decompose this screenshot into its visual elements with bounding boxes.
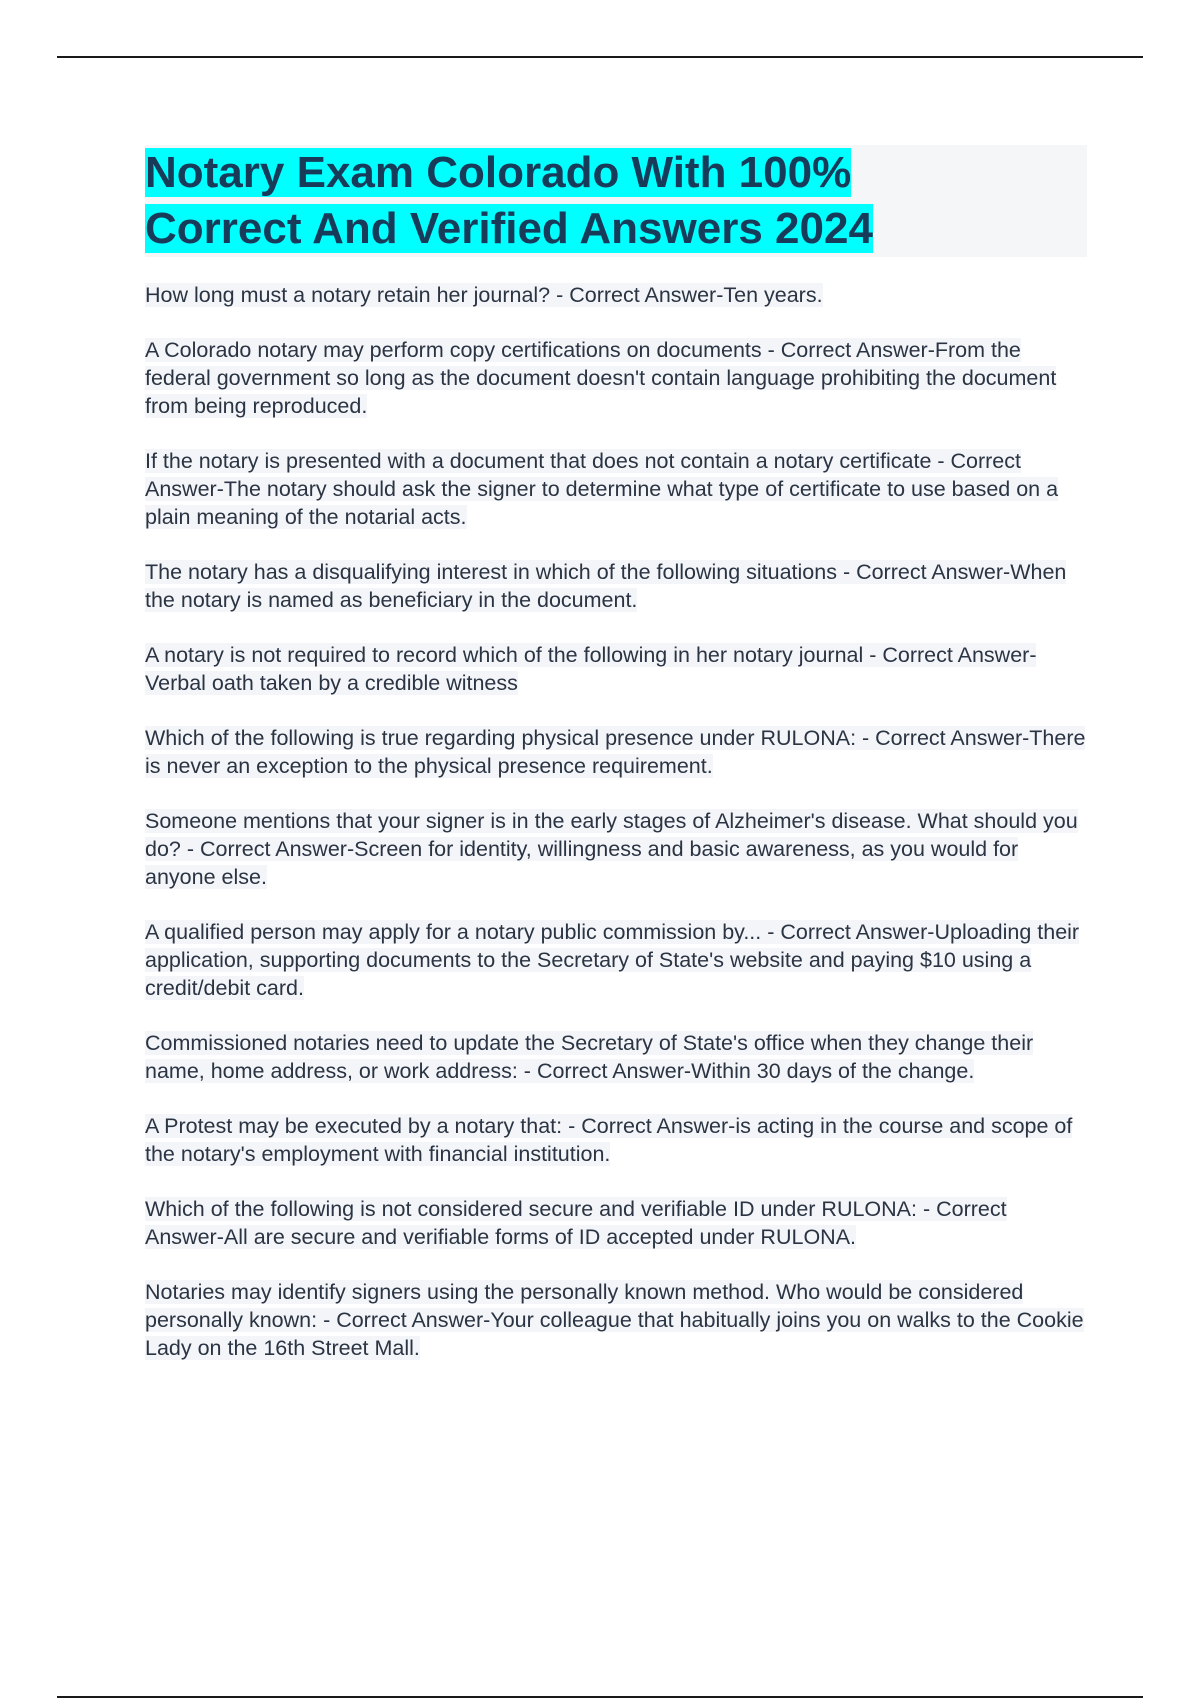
qa-item: Notaries may identify signers using the personally known method. Who would be considered personally known: - Correct Answer-Your colleague that habitually joins you on walks to the Cookie Lady on the 16th Street Mall. [145,1280,1084,1360]
qa-item: A notary is not required to record which of the following in her notary journal - Correct Answer-Verbal oath taken by a credible witness [145,643,1037,695]
bottom-rule [57,1696,1143,1698]
title-block [145,145,1087,257]
qa-item: A Colorado notary may perform copy certifications on documents - Correct Answer-From the federal government so long as the document doesn't contain language prohibiting the document from being reproduced. [145,338,1057,418]
qa-item: If the notary is presented with a document that does not contain a notary certificate - Correct Answer-The notary should ask the signer to determine what type of certificate to use based on a plain meaning of the notarial acts. [145,449,1059,529]
qa-item: Commissioned notaries need to update the Secretary of State's office when they change their name, home address, or work address: - Correct Answer-Within 30 days of the change. [145,1031,1034,1083]
document-body [145,145,1087,1389]
qa-item: How long must a notary retain her journal? - Correct Answer-Ten years. [145,283,823,307]
qa-item: Which of the following is true regarding physical presence under RULONA: - Correct Answer-There is never an exception to the physical presence requirement. [145,726,1086,778]
qa-item: The notary has a disqualifying interest in which of the following situations - Correct Answer-When the notary is named as beneficiary in the document. [145,560,1067,612]
qa-item: Someone mentions that your signer is in the early stages of Alzheimer's disease. What should you do? - Correct Answer-Screen for identity, willingness and basic awareness, as you would for anyone else. [145,809,1078,889]
qa-item: A qualified person may apply for a notary public commission by... - Correct Answer-Uploading their application, supporting documents to the Secretary of State's website and paying $10 using a credit/debit card. [145,920,1080,1000]
title-line-1: Notary Exam Colorado With 100% [145,148,852,197]
top-rule [57,56,1143,58]
title-line-2: Correct And Verified Answers 2024 [145,204,873,253]
document-title [145,145,1087,257]
qa-item: A Protest may be executed by a notary that: - Correct Answer-is acting in the course and scope of the notary's employment with financial institution. [145,1114,1073,1166]
qa-item: Which of the following is not considered secure and verifiable ID under RULONA: - Correct Answer-All are secure and verifiable forms of ID accepted under RULONA. [145,1197,1007,1249]
